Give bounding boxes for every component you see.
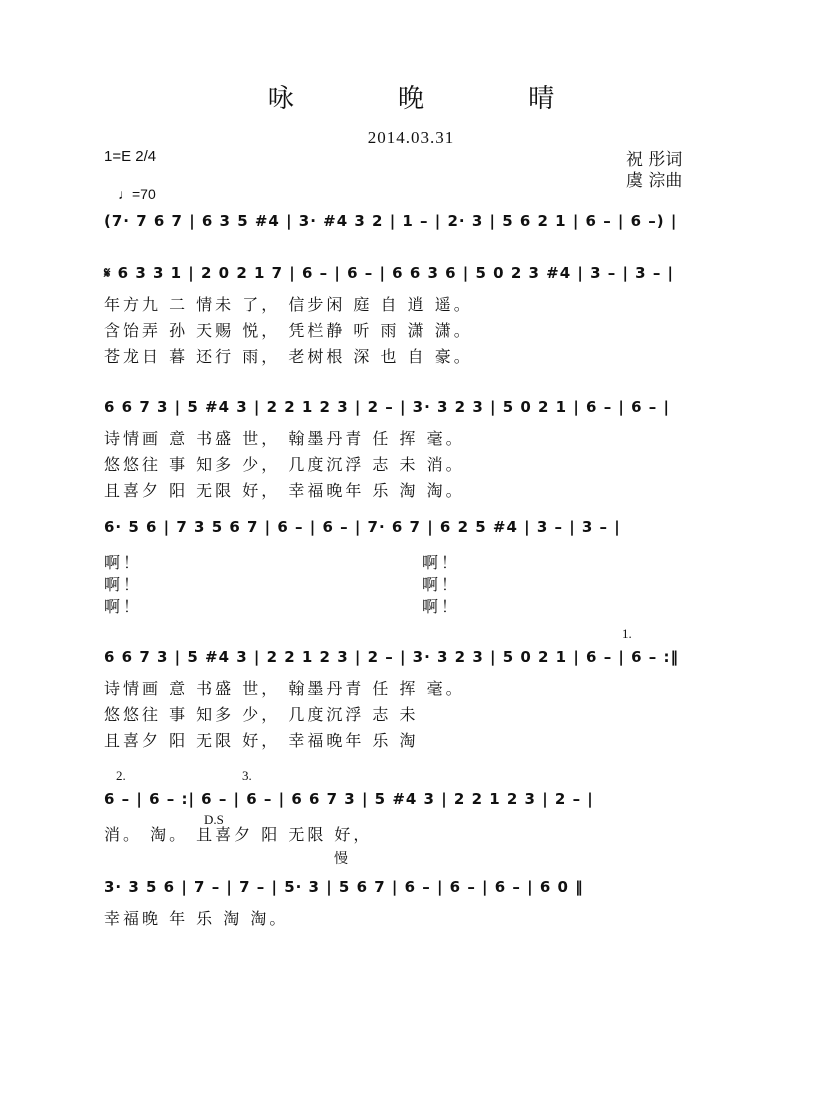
lyric-verse-2: 悠悠往 事 知多 少， 几度沉浮 志 未 消。 [104, 455, 465, 474]
notation-line-3: 6 6 7 3 | 5 #4 3 | 2 2 1 2 3 | 2 – | 3· 3 2 3 | 5 0 2 1 | 6 – | 6 – | [104, 398, 670, 416]
key-signature: 1=E 2/4 [104, 148, 157, 165]
notation-line-7: 3· 3 5 6 | 7 – | 7 – | 5· 3 | 5 6 7 | 6 – | 6 – | 6 – | 6 0 ‖ [104, 878, 584, 896]
staff-line-3 [104, 398, 724, 500]
lyricist: 祝 彤词 [626, 150, 683, 170]
lyric-verse-1: 年方九 二 情未 了， 信步闲 庭 自 逍 遥。 [104, 295, 473, 314]
lyric-line-6: 消。 淘。 且喜夕 阳 无限 好， [104, 825, 373, 844]
lyric-verse-2: 含饴弄 孙 天赐 悦， 凭栏静 听 雨 潇 潇。 [104, 321, 473, 340]
notation-line-2: 𝄋 6 3 3 1 | 2 0 2 1 7 | 6 – | 6 – | 6 6 3 6 | 5 0 2 3 #4 | 3 – | 3 – | [104, 264, 675, 282]
lyric-verse-3: 苍龙日 暮 还行 雨， 老树根 深 也 自 豪。 [104, 347, 473, 366]
staff-line-1 [104, 212, 724, 272]
lyric-ah-3: 啊！ [104, 597, 143, 616]
volta-3: 3. [242, 768, 252, 783]
notation-line-6: 6 – | 6 – :| 6 – | 6 – | 6 6 7 3 | 5 #4 3 | 2 2 1 2 3 | 2 – | [104, 790, 594, 808]
composer: 虞 淙曲 [626, 171, 683, 191]
staff-line-2 [104, 264, 724, 366]
date: 2014.03.31 [367, 128, 455, 147]
song-title: 咏 晚 晴 [267, 84, 603, 114]
lyric-ah-2: 啊！ [104, 575, 143, 594]
lyric-verse-2: 悠悠往 事 知多 少， 几度沉浮 志 未 [104, 705, 419, 724]
notation-line-5: 6 6 7 3 | 5 #4 3 | 2 2 1 2 3 | 2 – | 3· 3 2 3 | 5 0 2 1 | 6 – | 6 – :‖ [104, 648, 679, 666]
staff-line-5 [104, 626, 724, 750]
lyric-ah-3b: 啊！ [422, 597, 461, 616]
lyric-verse-3: 且喜夕 阳 无限 好， 幸福晚年 乐 淘 [104, 731, 419, 750]
volta-2: 2. [116, 768, 126, 783]
staff-line-4 [104, 518, 724, 616]
lyric-line-7: 幸福晚 年 乐 淘 淘。 [104, 909, 289, 928]
volta-1: 1. [622, 626, 632, 641]
notation-line-1: (7· 7 6 7 | 6 3 5 #4 | 3· #4 3 2 | 1 – | 2· 3 | 5 6 2 1 | 6 – | 6 –) | [104, 212, 678, 230]
staff-line-7 [104, 878, 724, 938]
lyric-ah-1: 啊！ [104, 553, 143, 572]
dal-segno-mark: D.S [204, 812, 224, 827]
slow-marking: 慢 [334, 851, 351, 867]
tempo-marking: ♩=70 [118, 186, 156, 202]
staff-line-6 [104, 768, 724, 867]
lyric-ah-1b: 啊！ [422, 553, 461, 572]
notation-line-4: 6· 5 6 | 7 3 5 6 7 | 6 – | 6 – | 7· 6 7 | 6 2 5 #4 | 3 – | 3 – | [104, 518, 621, 536]
lyric-verse-1: 诗情画 意 书盛 世， 翰墨丹青 任 挥 毫。 [104, 679, 465, 698]
credits [626, 150, 682, 192]
lyric-verse-3: 且喜夕 阳 无限 好， 幸福晚年 乐 淘 淘。 [104, 481, 465, 500]
lyric-verse-1: 诗情画 意 书盛 世， 翰墨丹青 任 挥 毫。 [104, 429, 465, 448]
lyric-ah-2b: 啊！ [422, 575, 461, 594]
